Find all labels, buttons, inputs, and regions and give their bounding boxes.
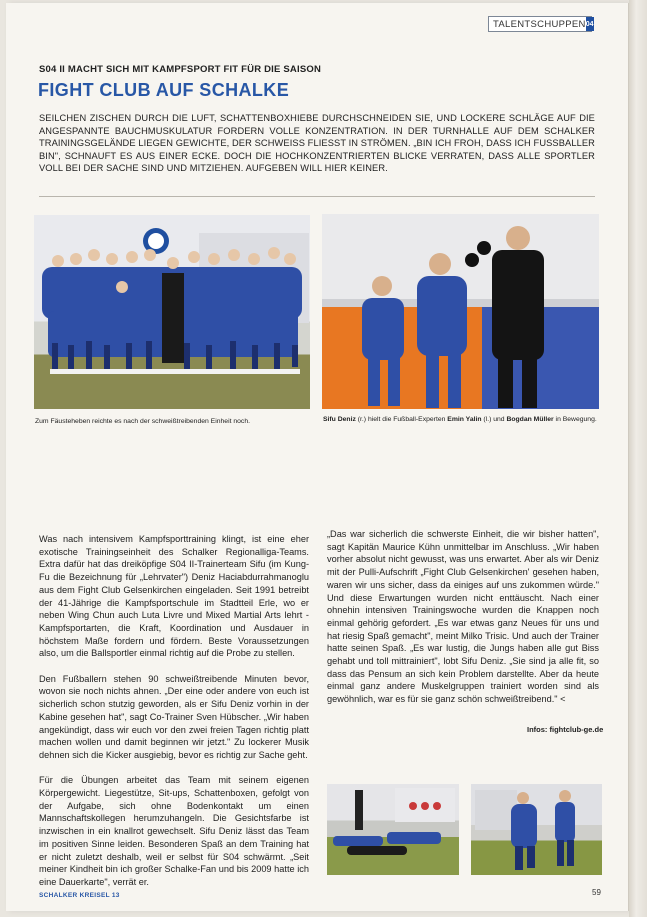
caption-name-bogdan: Bogdan Müller — [506, 416, 554, 423]
caption-boxing-photo — [323, 416, 601, 423]
article-kicker: S04 II MACHT SICH MIT KAMPFSPORT FIT FÜR DIE SAISON — [39, 64, 322, 75]
magazine-name: SCHALKER KREISEL 13 — [39, 892, 120, 899]
paragraph: Für die Übungen arbeitet das Team mit seinem eigenen Körpergewicht. Liegestütze, Sit-ups, Schattenboxen, gefolgt von der Aufgabe, sich ohne Bodenkontakt um einen Mannschaftskollegen herumzuhangeln. Die Gesichtsfarbe ist inzwischen in ein knallrot gewechselt. Sifu Deniz lässt das Team im positiven Sinne leiden. Besonderen Spaß an dem Training hat er nicht zuletzt deshalb, weil er selbst für S04 schwärmt. „Seit meiner Kindheit bin ich großer Schalke-Fan und bis 2009 hatte ich eine Dauerkarte", verrät er. — [39, 775, 309, 887]
caption-text: (l.) und — [481, 416, 507, 423]
section-tag-label: TALENTSCHUPPEN — [493, 18, 586, 30]
page-edge — [629, 0, 647, 917]
boxing-training-photo — [322, 214, 599, 409]
article-column-right — [327, 528, 599, 719]
caption-name-sifu: Sifu Deniz — [323, 416, 356, 423]
boxing-training-illustration — [322, 214, 599, 409]
paragraph: Den Fußballern stehen 90 schweißtreibende Minuten bevor, wovon sie noch nichts ahnen. „Der eine oder andere von euch ist sicherlich schon stutzig geworden, als er Sifu Deniz vorhin in der Kabine gesehen hat", sagt Co-Trainer Sven Hübscher. „Wir haben angekündigt, dass wir euch vor den zwei freien Tagen richtig platt machen wollen und damit beginnen wir jetzt." Zu lockerer Musik dehnen sich die Kicker ausgiebig, bevor es richtig zur Sache geht. — [39, 673, 309, 760]
caption-name-emin: Emin Yalin — [447, 416, 482, 423]
info-link: Infos: fightclub-ge.de — [527, 725, 604, 734]
article-title: FIGHT CLUB AUF SCHALKE — [38, 80, 290, 100]
schalke-logo-icon: 04 — [586, 17, 594, 31]
team-group-illustration — [34, 215, 310, 409]
pushup-illustration — [327, 784, 459, 875]
section-tag — [488, 16, 592, 32]
article-intro: SEILCHEN ZISCHEN DURCH DIE LUFT, SCHATTENBOXHIEBE DURCHSCHNEIDEN SIE, UND LOCKERE SCHLÄGE AUF DIE ANGESPANNTE BAUCHMUSKULATUR FORDERN VOLLE KONZENTRATION. IN DER TURNHALLE AUF DEM SCHALKER TRAININGSGELÄNDE LIEGEN GEWICHTE, DER SCHWEISS FLIESST IN STRÖMEN. „BIN ICH FROH, DASS ICH FUSSBALLER BIN", SCHNAUFT ES AUS EINER ECKE. DOCH DIE HOCHKONZENTRIERTEN BLICKE VERRATEN, DASS ALLE SPORTLER VOLL BEI DER SACHE SIND UND MITZIEHEN. AUFGEBEN WILL HIER KEINER. — [39, 113, 595, 174]
divider — [39, 196, 595, 197]
caption-text: (r.) hielt die Fußball-Experten — [355, 416, 448, 423]
caption-text: in Bewegung. — [553, 416, 597, 423]
caption-team-photo: Zum Fäusteheben reichte es nach der schweißtreibenden Einheit noch. — [35, 418, 250, 425]
partner-exercise-illustration — [471, 784, 602, 875]
page-number: 59 — [592, 888, 601, 897]
article-column-left — [39, 533, 309, 901]
paragraph: Was nach intensivem Kampfsporttraining klingt, ist eine eher exotische Trainingseinheit des Schalker Regionalliga-Teams. Extra dafür hat das dreiköpfige S04 II-Trainerteam Sifu (im Kung-Fu die Bezeichnung für „Lehrvater") Deniz Haciabdurrahmanoglu aus dem Fight Club Gelsenkirchen eingeladen. Seit 1991 betreibt der 41-Jährige die Kampfsportschule im Stadtteil Erle, wo er neben Wing Chun auch Luta Livre und Mixed Martial Arts lehrt - Kampfsportarten, die Kraft, Koordination und Ausdauer in höchstem Maße fordern und fördern. Beste Voraussetzungen also, um die Ballsportler einmal richtig auf die Probe zu stellen. — [39, 534, 309, 659]
paragraph: „Das war sicherlich die schwerste Einheit, die wir bisher hatten", sagt Kapitän Maurice Kühn unmittelbar im Anschluss. „Wir haben vorher absolut nicht gewusst, was uns erwartet. Aber als wir Deniz mit der Pulli-Aufschrift „Fight Club Gelsenkirchen' gesehen haben, waren wir uns sicher, dass da einiges auf uns zukommen würde." Und diese Erwartungen wurden nicht enttäuscht. Nach einer ohnehin intensiven Trainingswoche wurden die Knappen noch einmal gehörig gefordert. „Es war etwas ganz Neues für uns und hat riesig Spaß gemacht", meint Milko Trisic. Und auch der Trainer hatte seinen Spaß. „Es war lustig, die Jungs haben alle gut Biss gehabt und toll mittrainiert", lobt Sifu Deniz. „Sie sind ja alle fit, so dass das Pensum an sich kein Problem darstellte. Aber da heute einmal ganz andere Muskelgruppen trainiert worden sind als gewöhnlich, war es für sie ganz schön schweißtreibend." < — [327, 529, 599, 705]
pushup-exercise-photo — [327, 784, 459, 875]
team-group-photo — [34, 215, 310, 409]
partner-exercise-photo — [471, 784, 602, 875]
